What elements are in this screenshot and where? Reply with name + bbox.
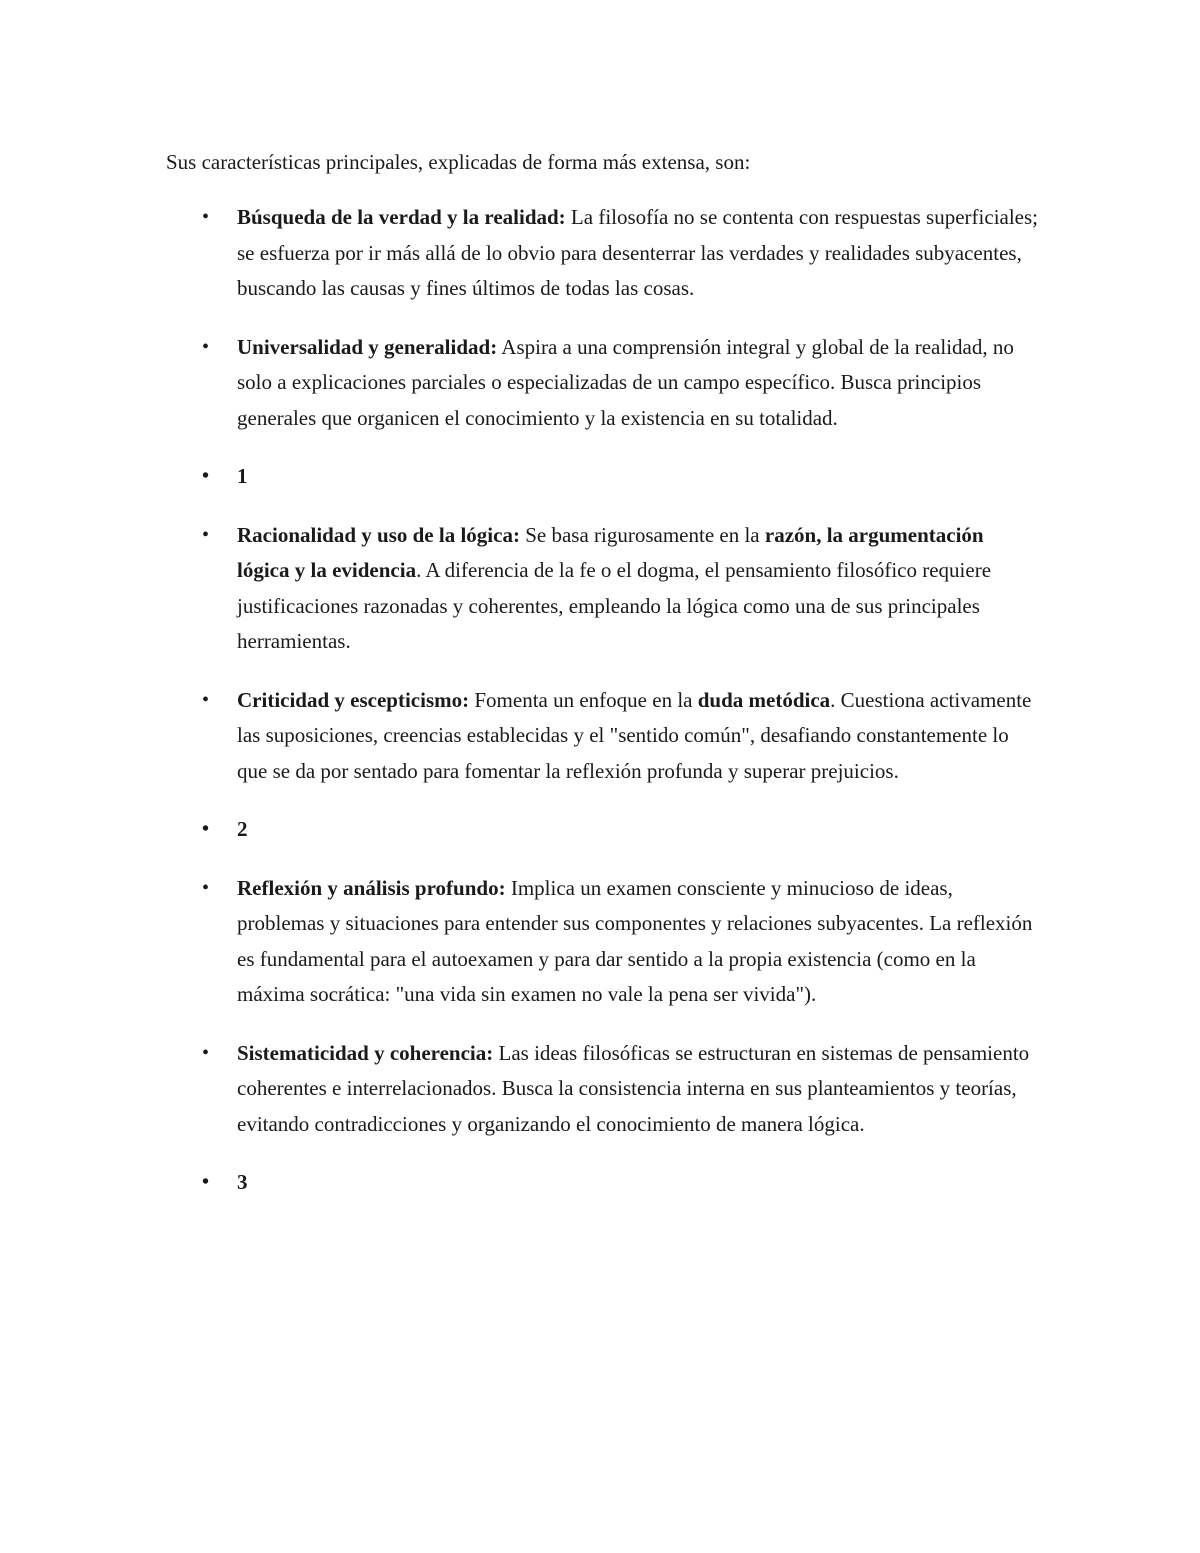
item-number: 3 — [237, 1170, 248, 1194]
bullet-icon: • — [202, 1041, 210, 1064]
list-item-number — [166, 459, 1040, 495]
item-emphasis: duda metódica — [697, 687, 831, 712]
bullet-icon: • — [202, 523, 210, 546]
list-item — [166, 330, 1040, 437]
item-text: Implica un examen consciente y minucioso de ideas, problemas y situaciones para entender sus componentes y relaciones subyacentes. La reflexión es fundamental para el autoexamen y para dar sentido a la propia existencia (como en la máxima socrática: "una vida sin examen no vale la pena ser vivida"). — [237, 875, 1033, 1006]
item-text: Aspira a una comprensión integral y global de la realidad, no solo a explicaciones parciales o especializadas de un campo específico. Busca principios generales que organicen el conocimiento y la existencia en su totalidad. — [237, 334, 1014, 430]
list-item-number — [166, 812, 1040, 848]
item-number: 2 — [237, 817, 248, 841]
item-text: Se basa rigurosamente en la — [519, 522, 765, 547]
item-title: Reflexión y análisis profundo: — [237, 875, 506, 900]
bullet-icon: • — [202, 1171, 210, 1193]
list-item-number — [166, 1165, 1040, 1201]
bullet-icon: • — [202, 206, 210, 228]
bullet-icon: • — [202, 335, 210, 358]
characteristics-list — [166, 200, 1040, 1201]
bullet-icon: • — [202, 876, 210, 899]
item-title: Universalidad y generalidad: — [237, 334, 498, 359]
item-text: Fomenta un enfoque en la — [469, 687, 698, 712]
list-item — [166, 1036, 1040, 1143]
item-title: Criticidad y escepticismo: — [237, 687, 470, 712]
item-text: . A diferencia de la fe o el dogma, el pensamiento filosófico requiere justificaciones razonadas y coherentes, empleando la lógica como una de sus principales herramientas. — [237, 558, 992, 653]
item-title: Búsqueda de la verdad y la realidad: — [237, 205, 566, 229]
list-item — [166, 200, 1040, 307]
item-text: Las ideas filosóficas se estructuran en sistemas de pensamiento coherentes e interrelacionados. Busca la consistencia interna en sus planteamientos y teorías, evitando contradicciones y organizando el conocimiento de manera lógica. — [237, 1040, 1030, 1136]
list-item — [166, 871, 1040, 1013]
item-number: 1 — [237, 464, 248, 488]
intro-paragraph: Sus características principales, explicadas de forma más extensa, son: — [166, 150, 751, 174]
item-title: Racionalidad y uso de la lógica: — [237, 522, 520, 547]
item-title: Sistematicidad y coherencia: — [237, 1040, 494, 1065]
list-item — [166, 683, 1040, 790]
item-text: . Cuestiona activamente las suposiciones, creencias establecidas y el "sentido común", desafiando constantemente lo que se da por sentado para fomentar la reflexión profunda y superar prejuicios. — [237, 687, 1032, 783]
item-text: La filosofía no se contenta con respuestas superficiales; se esfuerza por ir más allá de lo obvio para desenterrar las verdades y realidades subyacentes, buscando las causas y fines últimos de todas las cosas. — [237, 205, 1039, 300]
bullet-icon: • — [202, 818, 210, 840]
item-emphasis: razón, la argumentación lógica y la evidencia — [237, 522, 984, 582]
list-item — [166, 518, 1040, 660]
bullet-icon: • — [202, 688, 210, 711]
bullet-icon: • — [202, 465, 210, 487]
